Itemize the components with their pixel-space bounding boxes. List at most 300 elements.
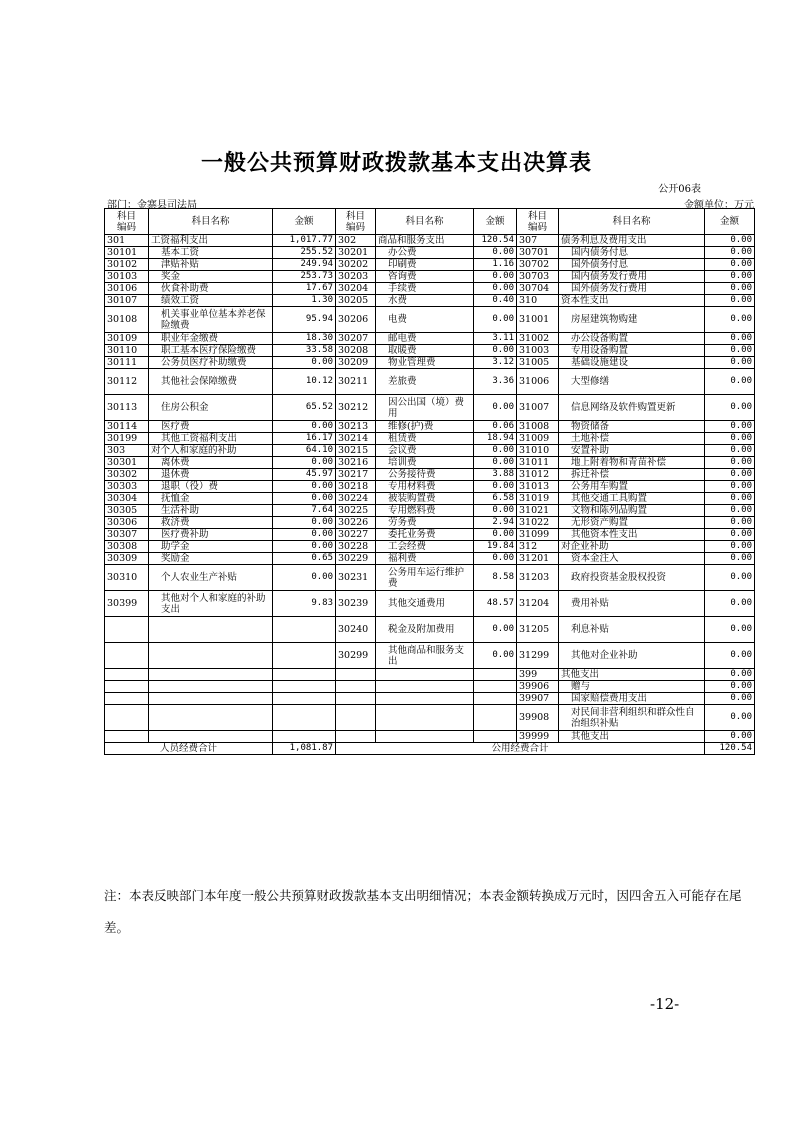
table-row (105, 517, 755, 529)
name-cell: 其他支出 (559, 669, 705, 681)
name-cell: 医疗费补助 (149, 529, 273, 541)
amount-cell: 0.00 (705, 617, 755, 643)
code-cell: 30703 (517, 271, 559, 283)
name-cell: 手续费 (376, 283, 474, 295)
name-cell: 其他交通工具购置 (559, 493, 705, 505)
amount-cell: 0.00 (705, 395, 755, 421)
amount-cell: 0.00 (705, 433, 755, 445)
amount-cell: 10.12 (273, 369, 336, 395)
code-cell: 399 (517, 669, 559, 681)
name-cell: 培训费 (376, 457, 474, 469)
name-cell: 退职（役）费 (149, 481, 273, 493)
code-cell (336, 693, 376, 705)
code-cell: 301 (105, 235, 149, 247)
name-cell: 国外债务发行费用 (559, 283, 705, 295)
name-cell: 其他社会保障缴费 (149, 369, 273, 395)
code-cell: 31299 (517, 643, 559, 669)
name-cell: 因公出国（境）费用 (376, 395, 474, 421)
code-cell (105, 643, 149, 669)
table-row (105, 469, 755, 481)
code-cell (336, 681, 376, 693)
code-cell: 31005 (517, 357, 559, 369)
amount-cell: 0.00 (705, 731, 755, 743)
code-cell: 30101 (105, 247, 149, 259)
amount-cell: 0.00 (474, 643, 517, 669)
amount-cell: 253.73 (273, 271, 336, 283)
amount-cell: 0.00 (705, 271, 755, 283)
name-cell (149, 705, 273, 731)
unit-label: 金额单位：万元 (684, 200, 754, 211)
code-cell: 31001 (517, 307, 559, 333)
code-cell: 302 (336, 235, 376, 247)
amount-cell: 0.00 (474, 345, 517, 357)
name-cell: 资本金注入 (559, 553, 705, 565)
name-cell: 基础设施建设 (559, 357, 705, 369)
code-cell: 30303 (105, 481, 149, 493)
personnel-total-label: 人员经费合计 (105, 743, 273, 755)
table-row (105, 505, 755, 517)
code-cell: 30109 (105, 333, 149, 345)
name-cell: 物业管理费 (376, 357, 474, 369)
amount-cell: 1,017.77 (273, 235, 336, 247)
name-cell: 退休费 (149, 469, 273, 481)
code-cell: 31201 (517, 553, 559, 565)
amount-cell: 120.54 (474, 235, 517, 247)
name-cell: 其他对企业补助 (559, 643, 705, 669)
name-cell: 差旅费 (376, 369, 474, 395)
table-row (105, 295, 755, 307)
amount-cell: 249.94 (273, 259, 336, 271)
header-code-text: 科目 编码 (345, 210, 365, 233)
table-row (105, 669, 755, 681)
amount-cell: 1.16 (474, 259, 517, 271)
header-name-2: 科目名称 (376, 209, 474, 235)
code-cell: 30201 (336, 247, 376, 259)
code-cell: 30306 (105, 517, 149, 529)
code-cell: 31019 (517, 493, 559, 505)
name-cell: 邮电费 (376, 333, 474, 345)
table-row (105, 395, 755, 421)
code-cell: 31006 (517, 369, 559, 395)
amount-cell (474, 693, 517, 705)
name-cell: 利息补贴 (559, 617, 705, 643)
footnote: 注：本表反映部门本年度一般公共预算财政拨款基本支出明细情况；本表金额转换成万元时，因四舍五入可能存在尾差。 (104, 888, 742, 935)
name-cell: 政府投资基金股权投资 (559, 565, 705, 591)
amount-cell: 0.00 (705, 369, 755, 395)
amount-cell: 0.00 (273, 493, 336, 505)
name-cell: 办公设备购置 (559, 333, 705, 345)
totals-row (105, 743, 755, 755)
table-row (105, 307, 755, 333)
name-cell: 专用燃料费 (376, 505, 474, 517)
code-cell: 31205 (517, 617, 559, 643)
name-cell: 其他工资福利支出 (149, 433, 273, 445)
header-name-3: 科目名称 (559, 209, 705, 235)
code-cell: 30212 (336, 395, 376, 421)
name-cell: 公务用车运行维护费 (376, 565, 474, 591)
code-cell (336, 705, 376, 731)
code-cell: 30113 (105, 395, 149, 421)
amount-cell: 0.00 (705, 345, 755, 357)
code-cell: 30103 (105, 271, 149, 283)
name-cell: 房屋建筑物购建 (559, 307, 705, 333)
amount-cell: 0.00 (705, 259, 755, 271)
amount-cell: 0.00 (474, 445, 517, 457)
name-cell: 生活补助 (149, 505, 273, 517)
name-cell: 国家赔偿费用支出 (559, 693, 705, 705)
code-cell: 30310 (105, 565, 149, 591)
amount-cell: 0.00 (705, 693, 755, 705)
amount-cell (474, 731, 517, 743)
name-cell: 个人农业生产补贴 (149, 565, 273, 591)
code-cell (105, 681, 149, 693)
amount-cell: 65.52 (273, 395, 336, 421)
amount-cell: 0.00 (705, 445, 755, 457)
name-cell: 公务用车购置 (559, 481, 705, 493)
amount-cell: 255.52 (273, 247, 336, 259)
code-cell: 30229 (336, 553, 376, 565)
table-row (105, 643, 755, 669)
name-cell: 对个人和家庭的补助 (149, 445, 273, 457)
code-cell: 31204 (517, 591, 559, 617)
table-row (105, 553, 755, 565)
amount-cell: 0.00 (705, 705, 755, 731)
amount-cell: 0.00 (705, 517, 755, 529)
code-cell: 30305 (105, 505, 149, 517)
page-title: 一般公共预算财政拨款基本支出决算表 (200, 151, 592, 176)
amount-cell: 0.00 (705, 591, 755, 617)
header-code-text: 科目 编码 (527, 210, 547, 233)
name-cell: 福利费 (376, 553, 474, 565)
name-cell: 土地补偿 (559, 433, 705, 445)
amount-cell: 48.57 (474, 591, 517, 617)
name-cell: 奖金 (149, 271, 273, 283)
amount-cell: 6.58 (474, 493, 517, 505)
amount-cell: 0.00 (705, 541, 755, 553)
code-cell: 30202 (336, 259, 376, 271)
table-row (105, 541, 755, 553)
code-cell: 31008 (517, 421, 559, 433)
name-cell: 大型修缮 (559, 369, 705, 395)
amount-cell: 45.97 (273, 469, 336, 481)
code-cell: 39908 (517, 705, 559, 731)
amount-cell: 0.00 (705, 469, 755, 481)
name-cell: 无形资产购置 (559, 517, 705, 529)
amount-cell: 0.00 (273, 517, 336, 529)
name-cell (149, 669, 273, 681)
name-cell: 工资福利支出 (149, 235, 273, 247)
code-cell: 31003 (517, 345, 559, 357)
code-cell: 31002 (517, 333, 559, 345)
amount-cell (474, 705, 517, 731)
table-row (105, 529, 755, 541)
table-row (105, 493, 755, 505)
amount-cell: 0.00 (705, 307, 755, 333)
name-cell (149, 643, 273, 669)
code-cell: 30206 (336, 307, 376, 333)
table-row (105, 565, 755, 591)
form-number: 公开06表 (658, 184, 701, 195)
name-cell: 文物和陈列品购置 (559, 505, 705, 517)
code-cell: 30302 (105, 469, 149, 481)
amount-cell (273, 681, 336, 693)
code-cell: 39999 (517, 731, 559, 743)
amount-cell: 0.00 (474, 283, 517, 295)
amount-cell: 3.11 (474, 333, 517, 345)
table-row (105, 333, 755, 345)
code-cell: 30217 (336, 469, 376, 481)
name-cell: 地上附着物和青苗补偿 (559, 457, 705, 469)
code-cell: 30211 (336, 369, 376, 395)
amount-cell: 0.00 (705, 681, 755, 693)
table-row (105, 283, 755, 295)
code-cell: 31021 (517, 505, 559, 517)
code-cell: 30102 (105, 259, 149, 271)
name-cell: 奖励金 (149, 553, 273, 565)
table-row (105, 235, 755, 247)
name-cell (149, 681, 273, 693)
code-cell (336, 731, 376, 743)
amount-cell: 0.00 (705, 421, 755, 433)
name-cell: 其他对个人和家庭的补助支出 (149, 591, 273, 617)
amount-cell: 0.00 (705, 529, 755, 541)
amount-cell: 0.00 (705, 643, 755, 669)
table-row (105, 705, 755, 731)
amount-cell (273, 693, 336, 705)
code-cell (336, 669, 376, 681)
name-cell: 机关事业单位基本养老保险缴费 (149, 307, 273, 333)
name-cell: 委托业务费 (376, 529, 474, 541)
name-cell: 租赁费 (376, 433, 474, 445)
table-row (105, 247, 755, 259)
amount-cell: 0.00 (474, 307, 517, 333)
code-cell: 310 (517, 295, 559, 307)
amount-cell: 0.00 (705, 481, 755, 493)
header-name-1: 科目名称 (149, 209, 273, 235)
name-cell: 伙食补助费 (149, 283, 273, 295)
amount-cell (474, 669, 517, 681)
code-cell: 30213 (336, 421, 376, 433)
name-cell (376, 731, 474, 743)
code-cell: 30209 (336, 357, 376, 369)
code-cell: 30231 (336, 565, 376, 591)
amount-cell: 95.94 (273, 307, 336, 333)
header-code-text: 科目 编码 (116, 210, 136, 233)
table-row (105, 259, 755, 271)
name-cell: 公务员医疗补助缴费 (149, 357, 273, 369)
code-cell: 30225 (336, 505, 376, 517)
expenditure-table (104, 208, 755, 755)
table-row (105, 693, 755, 705)
header-code-1 (105, 209, 149, 235)
code-cell: 39906 (517, 681, 559, 693)
table-row (105, 369, 755, 395)
amount-cell: 0.00 (705, 247, 755, 259)
code-cell: 30240 (336, 617, 376, 643)
header-amount-1: 金额 (273, 209, 336, 235)
amount-cell: 0.00 (273, 565, 336, 591)
name-cell: 被装购置费 (376, 493, 474, 505)
name-cell: 办公费 (376, 247, 474, 259)
code-cell: 30110 (105, 345, 149, 357)
code-cell: 30205 (336, 295, 376, 307)
amount-cell: 0.00 (474, 395, 517, 421)
name-cell: 劳务费 (376, 517, 474, 529)
amount-cell (474, 681, 517, 693)
code-cell: 30309 (105, 553, 149, 565)
code-cell: 31013 (517, 481, 559, 493)
name-cell: 物资储备 (559, 421, 705, 433)
code-cell: 30701 (517, 247, 559, 259)
code-cell: 30299 (336, 643, 376, 669)
name-cell: 助学金 (149, 541, 273, 553)
name-cell: 救济费 (149, 517, 273, 529)
name-cell: 其他资本性支出 (559, 529, 705, 541)
code-cell: 30224 (336, 493, 376, 505)
name-cell: 职业年金缴费 (149, 333, 273, 345)
amount-cell: 7.64 (273, 505, 336, 517)
code-cell: 30203 (336, 271, 376, 283)
code-cell: 30216 (336, 457, 376, 469)
amount-cell (273, 643, 336, 669)
name-cell (149, 617, 273, 643)
code-cell: 30227 (336, 529, 376, 541)
name-cell: 国外债务付息 (559, 259, 705, 271)
amount-cell: 16.17 (273, 433, 336, 445)
code-cell (105, 705, 149, 731)
code-cell: 30199 (105, 433, 149, 445)
amount-cell: 0.00 (705, 295, 755, 307)
name-cell: 商品和服务支出 (376, 235, 474, 247)
code-cell: 30226 (336, 517, 376, 529)
code-cell: 312 (517, 541, 559, 553)
amount-cell: 0.00 (273, 457, 336, 469)
table-row (105, 457, 755, 469)
table-row (105, 617, 755, 643)
amount-cell: 18.30 (273, 333, 336, 345)
amount-cell (273, 731, 336, 743)
name-cell: 其他商品和服务支出 (376, 643, 474, 669)
table-row (105, 681, 755, 693)
name-cell: 赠与 (559, 681, 705, 693)
code-cell: 30308 (105, 541, 149, 553)
amount-cell: 64.10 (273, 445, 336, 457)
amount-cell: 8.58 (474, 565, 517, 591)
code-cell: 303 (105, 445, 149, 457)
amount-cell: 0.00 (474, 505, 517, 517)
code-cell: 39907 (517, 693, 559, 705)
code-cell: 31007 (517, 395, 559, 421)
amount-cell: 0.06 (474, 421, 517, 433)
amount-cell: 0.00 (705, 553, 755, 565)
name-cell: 专用设备购置 (559, 345, 705, 357)
personnel-total-value: 1,081.87 (273, 743, 336, 755)
amount-cell: 0.00 (474, 457, 517, 469)
name-cell: 水费 (376, 295, 474, 307)
amount-cell: 0.40 (474, 295, 517, 307)
code-cell: 30228 (336, 541, 376, 553)
amount-cell: 0.00 (705, 333, 755, 345)
name-cell: 住房公积金 (149, 395, 273, 421)
name-cell: 其他交通费用 (376, 591, 474, 617)
amount-cell: 2.94 (474, 517, 517, 529)
name-cell (376, 669, 474, 681)
table-row (105, 591, 755, 617)
name-cell: 离休费 (149, 457, 273, 469)
name-cell: 对民间非营利组织和群众性自治组织补贴 (559, 705, 705, 731)
code-cell: 31099 (517, 529, 559, 541)
amount-cell: 0.00 (474, 553, 517, 565)
name-cell: 资本性支出 (559, 295, 705, 307)
name-cell: 职工基本医疗保险缴费 (149, 345, 273, 357)
code-cell: 307 (517, 235, 559, 247)
name-cell: 税金及附加费用 (376, 617, 474, 643)
amount-cell: 0.00 (705, 283, 755, 295)
name-cell: 咨询费 (376, 271, 474, 283)
amount-cell: 0.00 (705, 235, 755, 247)
code-cell: 30307 (105, 529, 149, 541)
amount-cell: 0.65 (273, 553, 336, 565)
code-cell: 31011 (517, 457, 559, 469)
amount-cell: 0.00 (273, 541, 336, 553)
code-cell: 30304 (105, 493, 149, 505)
header-row (105, 209, 755, 235)
amount-cell: 0.00 (474, 529, 517, 541)
amount-cell: 0.00 (273, 421, 336, 433)
public-total-label: 公用经费合计 (336, 743, 705, 755)
code-cell: 31203 (517, 565, 559, 591)
public-total-value: 120.54 (705, 743, 755, 755)
name-cell: 维修(护)费 (376, 421, 474, 433)
table-row (105, 421, 755, 433)
name-cell: 信息网络及软件购置更新 (559, 395, 705, 421)
name-cell: 安置补助 (559, 445, 705, 457)
name-cell: 基本工资 (149, 247, 273, 259)
amount-cell: 0.00 (705, 457, 755, 469)
name-cell: 费用补贴 (559, 591, 705, 617)
name-cell: 工会经费 (376, 541, 474, 553)
code-cell: 31022 (517, 517, 559, 529)
code-cell: 30214 (336, 433, 376, 445)
amount-cell: 0.00 (705, 357, 755, 369)
name-cell: 医疗费 (149, 421, 273, 433)
name-cell: 专用材料费 (376, 481, 474, 493)
page-number: -12- (650, 995, 680, 1013)
code-cell: 30111 (105, 357, 149, 369)
name-cell: 津贴补贴 (149, 259, 273, 271)
table-row (105, 731, 755, 743)
amount-cell: 3.36 (474, 369, 517, 395)
table-row (105, 357, 755, 369)
code-cell: 30702 (517, 259, 559, 271)
amount-cell: 0.00 (273, 357, 336, 369)
amount-cell: 0.00 (474, 481, 517, 493)
code-cell: 30239 (336, 591, 376, 617)
code-cell (105, 693, 149, 705)
amount-cell: 1.30 (273, 295, 336, 307)
header-code-2 (336, 209, 376, 235)
name-cell: 对企业补助 (559, 541, 705, 553)
code-cell (105, 669, 149, 681)
code-cell: 30218 (336, 481, 376, 493)
code-cell: 30208 (336, 345, 376, 357)
amount-cell: 3.88 (474, 469, 517, 481)
amount-cell: 3.12 (474, 357, 517, 369)
name-cell: 其他支出 (559, 731, 705, 743)
table-row (105, 271, 755, 283)
name-cell: 公务接待费 (376, 469, 474, 481)
name-cell: 国内债务付息 (559, 247, 705, 259)
